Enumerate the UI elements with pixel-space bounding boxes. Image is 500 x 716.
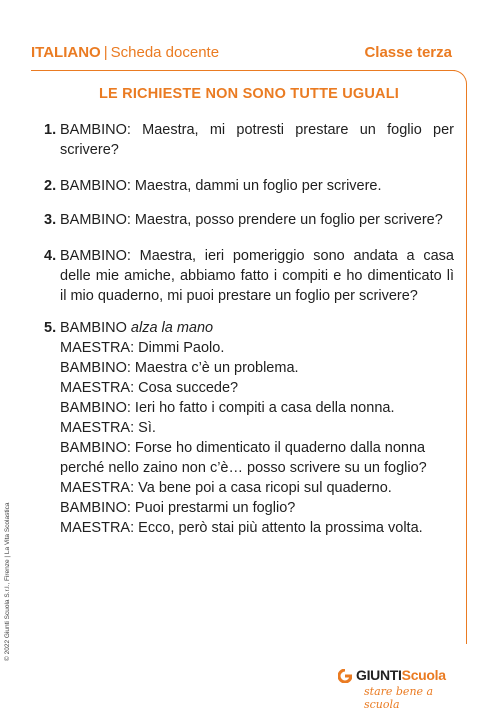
dialogue-line: BAMBINO: Ieri ho fatto i compiti a casa della nonna. [60, 400, 395, 416]
grade-label: Classe terza [364, 44, 452, 61]
page-header [31, 44, 452, 64]
dialogue-intro [60, 318, 454, 338]
frame-top-border [31, 70, 455, 71]
intro-speaker: BAMBINO [60, 320, 127, 336]
frame-corner [453, 70, 467, 84]
dialogue-line: MAESTRA: Va bene poi a casa ricopi sul quaderno. [60, 480, 392, 496]
frame-right-border [466, 84, 467, 644]
list-item-2 [44, 176, 454, 196]
item-number: 2. [44, 178, 57, 194]
item-number: 5. [44, 320, 57, 336]
dialogue-line: MAESTRA: Dimmi Paolo. [60, 340, 225, 356]
item-number: 4. [44, 248, 57, 264]
copyright-credit: © 2022 Giunti Scuola S.r.l., Firenze | La Vita Scolastica [4, 502, 11, 661]
dialogue-line: MAESTRA: Sì. [60, 420, 156, 436]
subject-name: ITALIANO [31, 44, 101, 61]
item-text: BAMBINO: Maestra, posso prendere un foglio per scrivere? [60, 212, 443, 228]
logo-tagline: stare bene a scuola [364, 685, 434, 711]
header-separator: | [103, 44, 108, 61]
list-item-3 [44, 210, 454, 230]
item-number: 3. [44, 212, 57, 228]
publisher-logo [338, 664, 468, 711]
dialogue-line: MAESTRA: Ecco, però stai più attento la prossima volta. [60, 520, 423, 536]
logo-brand: GIUNTIScuola [356, 667, 446, 683]
dialogue-line: MAESTRA: Cosa succede? [60, 380, 239, 396]
list-item-1 [44, 120, 454, 160]
item-text: BAMBINO: Maestra, mi potresti prestare un foglio per scrivere? [60, 122, 454, 158]
dialogue [60, 318, 454, 538]
page-title: LE RICHIESTE NON SONO TUTTE UGUALI [98, 86, 400, 102]
sheet-type: Scheda docente [110, 44, 220, 61]
dialogue-line: BAMBINO: Forse ho dimenticato il quaderno dalla nonna perché nello zaino non c’è… posso scrivere su un foglio? [60, 440, 427, 476]
logo-swirl-icon [338, 669, 352, 683]
item-text: BAMBINO: Maestra, ieri pomeriggio sono andata a casa delle mie amiche, abbiamo fatto i compiti e ho dimenticato lì il mio quaderno, mi puoi prestare un foglio per scrivere? [60, 248, 454, 304]
dialogue-line: BAMBINO: Puoi prestarmi un foglio? [60, 500, 296, 516]
item-text: BAMBINO: Maestra, dammi un foglio per scrivere. [60, 178, 382, 194]
subject-label [31, 44, 219, 61]
item-number: 1. [44, 122, 57, 138]
list-item-4 [44, 246, 454, 306]
list-item-5 [44, 318, 454, 538]
intro-action: alza la mano [130, 320, 214, 336]
dialogue-line: BAMBINO: Maestra c’è un problema. [60, 360, 299, 376]
